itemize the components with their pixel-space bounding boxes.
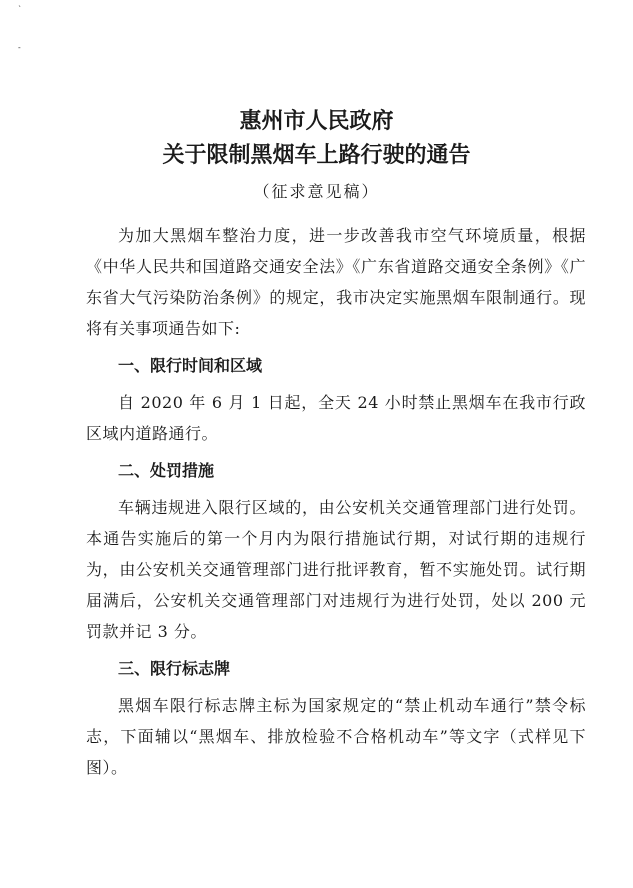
document-header [0, 104, 633, 204]
intro-paragraph: 为加大黑烟车整治力度，进一步改善我市空气环境质量，根据《中华人民共和国道路交通安全法》《广东省道路交通安全条例》《广东省大气污染防治条例》的规定，我市决定实施黑烟车限制通行。现将有关事项通告如下: [86, 226, 586, 338]
section3-heading: 三、限行标志牌 [118, 659, 231, 678]
section1-paragraph: 自 2020 年 6 月 1 日起，全天 24 小时禁止黑烟车在我市行政区域内道路通行。 [86, 393, 586, 443]
document-subtitle: （征求意见稿） [253, 182, 380, 201]
scan-mark-dash: - [18, 43, 21, 52]
section3-paragraph: 黑烟车限行标志牌主标为国家规定的“禁止机动车通行”禁令标志，下面辅以“黑烟车、排放检验不合格机动车”等文字（式样见下图）。 [86, 696, 586, 777]
section2-heading: 二、处罚措施 [118, 461, 215, 480]
document-title-line2: 关于限制黑烟车上路行驶的通告 [162, 142, 471, 168]
section2-paragraph: 车辆违规进入限行区域的，由公安机关交通管理部门进行处罚。本通告实施后的第一个月内为限行措施试行期，对试行期的违规行为，由公安机关交通管理部门进行批评教育，暂不实施处罚。试行期届满后，公安机关交通管理部门对违规行为进行处罚，处以 200 元罚款并记 3 分。 [86, 498, 586, 641]
document-title-line1: 惠州市人民政府 [239, 108, 394, 134]
document-body [86, 220, 586, 789]
section1-heading: 一、限行时间和区域 [118, 356, 263, 375]
scan-mark-top: ` [18, 5, 22, 14]
